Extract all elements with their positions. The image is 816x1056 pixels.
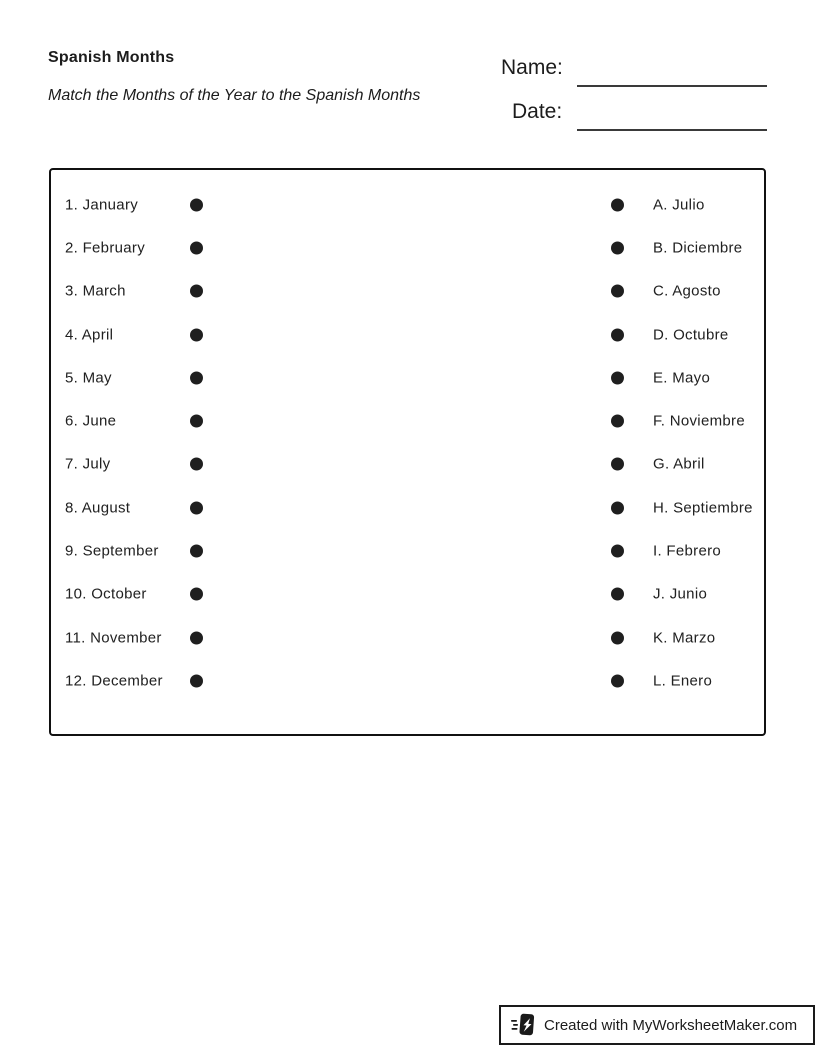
match-row — [51, 226, 764, 269]
match-row — [51, 183, 764, 226]
right-item-label: F. Noviembre — [653, 412, 745, 430]
left-match-dot[interactable] — [190, 588, 203, 601]
match-row — [51, 356, 764, 399]
match-row — [51, 529, 764, 572]
left-item-label: 4. April — [65, 326, 114, 344]
right-item-label: C. Agosto — [653, 282, 721, 300]
left-item-label: 2. February — [65, 239, 145, 257]
right-match-dot[interactable] — [611, 285, 624, 298]
matching-box — [49, 168, 766, 736]
right-item-label: E. Mayo — [653, 369, 711, 387]
right-item-label: A. Julio — [653, 196, 705, 214]
left-item-label: 7. July — [65, 455, 111, 473]
match-row — [51, 659, 764, 702]
left-match-dot[interactable] — [190, 631, 203, 644]
right-item-label: L. Enero — [653, 672, 713, 690]
right-match-dot[interactable] — [611, 674, 624, 687]
left-match-dot[interactable] — [190, 198, 203, 211]
match-row — [51, 573, 764, 616]
worksheet-lightning-icon — [510, 1011, 538, 1039]
right-match-dot[interactable] — [611, 588, 624, 601]
right-item-label: K. Marzo — [653, 629, 716, 647]
left-match-dot[interactable] — [190, 501, 203, 514]
match-row — [51, 270, 764, 313]
footer-credit-text: Created with MyWorksheetMaker.com — [544, 1016, 798, 1034]
left-match-dot[interactable] — [190, 458, 203, 471]
left-item-label: 9. September — [65, 542, 159, 560]
right-match-dot[interactable] — [611, 631, 624, 644]
left-match-dot[interactable] — [190, 674, 203, 687]
right-match-dot[interactable] — [611, 198, 624, 211]
left-item-label: 3. March — [65, 282, 126, 300]
right-match-dot[interactable] — [611, 458, 624, 471]
page-title: Spanish Months — [48, 49, 175, 66]
left-item-label: 1. January — [65, 196, 139, 214]
match-row — [51, 443, 764, 486]
right-item-label: I. Febrero — [653, 542, 722, 560]
right-item-label: B. Diciembre — [653, 239, 743, 257]
right-match-dot[interactable] — [611, 241, 624, 254]
left-item-label: 8. August — [65, 499, 131, 517]
right-match-dot[interactable] — [611, 501, 624, 514]
instructions-text: Match the Months of the Year to the Spanish Months — [48, 87, 421, 104]
right-match-dot[interactable] — [611, 545, 624, 558]
right-item-label: J. Junio — [653, 585, 708, 603]
left-match-dot[interactable] — [190, 415, 203, 428]
right-match-dot[interactable] — [611, 371, 624, 384]
left-item-label: 12. December — [65, 672, 163, 690]
name-label: Name: — [501, 56, 563, 79]
match-row — [51, 616, 764, 659]
match-row — [51, 399, 764, 442]
match-row — [51, 313, 764, 356]
left-match-dot[interactable] — [190, 545, 203, 558]
date-fill-line[interactable] — [577, 129, 767, 131]
left-match-dot[interactable] — [190, 285, 203, 298]
right-item-label: D. Octubre — [653, 326, 729, 344]
name-fill-line[interactable] — [577, 85, 767, 87]
left-item-label: 10. October — [65, 585, 147, 603]
left-match-dot[interactable] — [190, 328, 203, 341]
match-row — [51, 486, 764, 529]
footer-credit-box — [499, 1005, 815, 1045]
date-label: Date: — [512, 100, 563, 123]
right-item-label: G. Abril — [653, 455, 705, 473]
left-item-label: 5. May — [65, 369, 112, 387]
left-item-label: 6. June — [65, 412, 117, 430]
left-item-label: 11. November — [65, 629, 162, 647]
left-match-dot[interactable] — [190, 241, 203, 254]
right-match-dot[interactable] — [611, 328, 624, 341]
right-match-dot[interactable] — [611, 415, 624, 428]
left-match-dot[interactable] — [190, 371, 203, 384]
right-item-label: H. Septiembre — [653, 499, 753, 517]
